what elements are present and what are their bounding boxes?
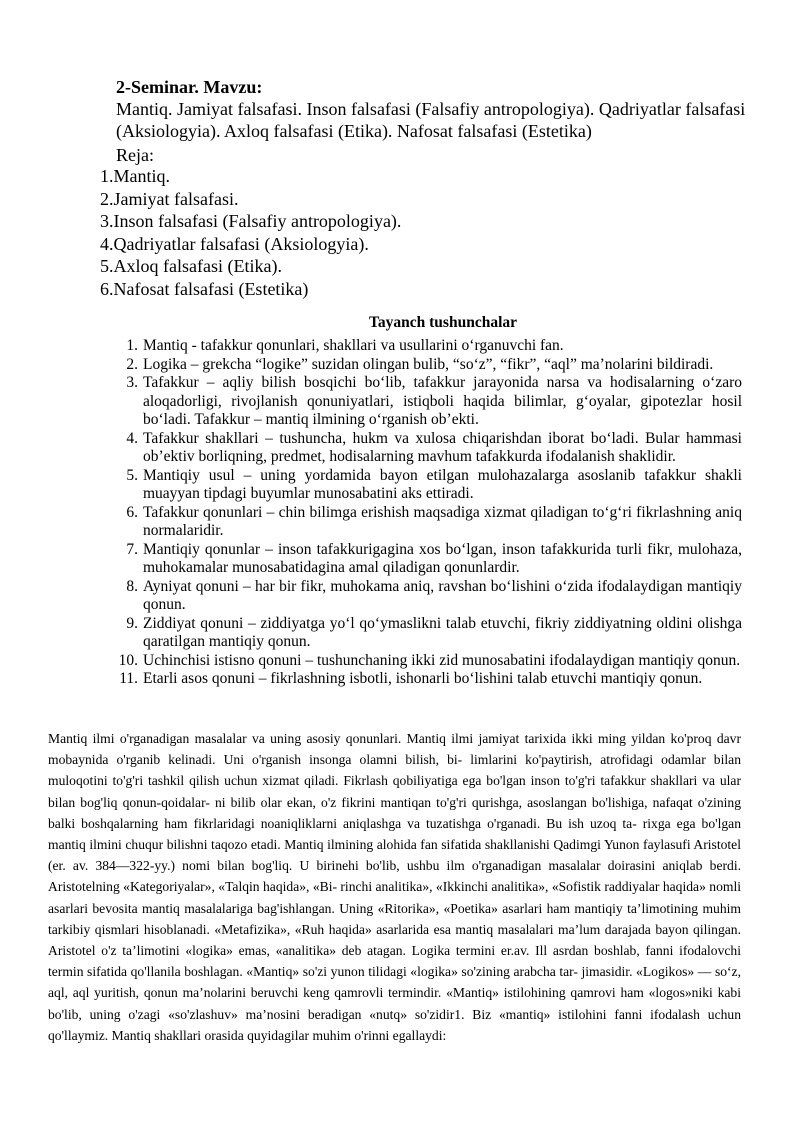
glossary-item-text: Tafakkur qonunlari – chin bilimga erishish maqsadiga xizmat qiladigan to‘g‘ri fikrlashning aniq normalaridir.	[143, 503, 742, 539]
plan-item-text: Axloq falsafasi (Etika).	[113, 256, 282, 277]
glossary-item	[114, 541, 742, 578]
glossary-item	[114, 652, 742, 671]
plan-item-text: Inson falsafasi (Falsafiy antropologiya).	[113, 211, 402, 232]
plan-label: Reja:	[116, 145, 154, 165]
plan-item-text: Qadriyatlar falsafasi (Aksiologyia).	[113, 233, 369, 254]
glossary-item	[114, 467, 742, 504]
glossary-item-number: 11.	[119, 670, 138, 687]
glossary-item-text: Mantiqiy qonunlar – inson tafakkurigagina xos bo‘lgan, inson tafakkurida turli fikr, mulohaza, muhokamalar munosabatidagina amal qiladigan qonunlardir.	[143, 540, 742, 576]
glossary-item-text: Uchinchisi istisno qonuni – tushunchaning ikki zid munosabatini ifodalaydigan mantiqiy qonun.	[143, 651, 741, 669]
glossary-item-number: 9.	[126, 614, 138, 632]
plan-item	[100, 165, 401, 188]
plan-item-text: Jamiyat falsafasi.	[113, 188, 239, 209]
glossary-item-number: 5.	[126, 466, 138, 484]
plan-item-number: 5.	[100, 256, 114, 277]
glossary-item-text: Tafakkur shakllari – tushuncha, hukm va xulosa chiqarishdan iborat bo‘ladi. Bular hammasi ob’ektiv borliqning, predmet, hodisalarning mavhum tafakkurda ifodalanish shaklidir.	[143, 429, 742, 465]
glossary-item-text: Mantiq - tafakkur qonunlari, shakllari va usullarini o‘rganuvchi fan.	[143, 337, 564, 354]
glossary-item-number: 1.	[126, 337, 138, 354]
glossary-item	[114, 615, 742, 652]
plan-item-number: 6.	[100, 278, 114, 299]
body-paragraph: Mantiq ilmi o'rganadigan masalalar va uning asosiy qonunlari. Mantiq ilmi jamiyat tarixida ikki ming yildan ko'proq davr mobaynida o'rganib kelinadi. Uni o'rganish insonga olamni bilish, bi- limlarini ko'paytirish, atrofidagi odamlar bilan muloqotini to'g'ri tashkil qilish uchun xizmat qiladi. Fikrlash qobiliyatiga ega bo'lgan inson to'g'ri tafakkur shakllari va ular bilan bog'liq qonun-qoidalar- ni bilib olar ekan, o'z fikrini mantiqan to'g'ri qurishga, asoslangan bo'lishiga, nafaqat o'zining balki boshqalarning ham fikrlaridagi noaniqliklarni aniqlashga va tuzatishga o'rganadi. Bu ish uzoq ta- rixga ega bo'lgan mantiq ilmini chuqur bilishni taqozo etadi. Mantiq ilmining alohida fan sifatida shakllanishi Qadimgi Yunon faylasufi Aristotel (er. av. 384—322-yy.) nomi bilan bog'liq. U birinehi bo'lib, ushbu ilm o'rganadigan masalalar doirasini aniqlab berdi. Aristotelning «Kategoriyalar», «Talqin haqida», «Bi- rinchi analitika», «Ikkinchi analitika», «Sofistik raddiyalar haqida» nomli asarlari bevosita mantiq masalalariga bag'ishlangan. Uning «Ritorika», «Poetika» asarlari ham mantiqiy ta’limotining muhim tarkibiy qismlari hisoblanadi. «Metafizika», «Ruh haqida» asarlarida esa mantiq masalalari ma’lum darajada bayon qilingan. Aristotel o'z ta’limotini «logika» emas, «analitika» deb atagan. Logika termini er.av. Ill asrdan boshlab, fanni ifodalovchi termin sifatida qo'llanila boshlagan. «Mantiq» so'zi yunon tilidagi «logika» so'zining arabcha tar- jimasidir. «Logikos» — so‘z, aql, aql yuritish, qonun ma’nolarini beruvchi keng qamrovli termindir. «Mantiq» istilohining qamrovi ham «logos»niki kabi bo'lib, uning o'zagi «so'zlashuv» ma’nosini beradigan «nutq» so'zidir1. Biz «mantiq» istilohini fanni ifodalash uchun qo'llaymiz. Mantiq shakllari orasida quyidagilar muhim o'rinni egallaydi:	[48, 731, 741, 1043]
glossary-item-text: Tafakkur – aqliy bilish bosqichi bo‘lib, tafakkur jarayonida narsa va hodisalarning o‘zaro aloqadorligi, rivojlanish qonuniyatlari, istiqboli haqida bilimlar, g‘oyalar, gipotezlar hosil bo‘ladi. Tafakkur – mantiq ilmining o‘rganish ob’ekti.	[143, 374, 742, 428]
glossary-heading: Tayanch tushunchalar	[368, 314, 518, 331]
glossary-item-text: Mantiqiy usul – uning yordamida bayon etilgan mulohazalarga asoslanib tafakkur shakli muayyan tipdagi buyumlar munosabatini aks ettiradi.	[143, 466, 742, 502]
plan-item-number: 3.	[100, 211, 114, 232]
glossary-list	[114, 337, 742, 689]
glossary-item-number: 4.	[126, 429, 138, 447]
glossary-item-number: 10.	[118, 651, 138, 669]
plan-item	[100, 278, 401, 301]
plan-item	[100, 255, 401, 278]
glossary-item-text: Etarli asos qonuni – fikrlashning isbotli, ishonarli bo‘lishini talab etuvchi mantiqiy qonun.	[143, 670, 703, 687]
plan-item-text: Nafosat falsafasi (Estetika)	[113, 278, 309, 299]
glossary-item-text: Ayniyat qonuni – har bir fikr, muhokama aniq, ravshan bo‘lishini o‘zida ifodalaydigan mantiqiy qonun.	[143, 577, 742, 613]
plan-item-text: Mantiq.	[113, 166, 170, 186]
plan-item-number: 4.	[100, 233, 114, 254]
glossary-item	[114, 504, 742, 541]
glossary-item-number: 3.	[126, 374, 138, 391]
glossary-item	[114, 337, 742, 356]
glossary-item-number: 8.	[126, 577, 138, 595]
glossary-item	[114, 670, 742, 689]
glossary-item	[114, 374, 742, 430]
glossary-item-text: Logika – grekcha “logike” suzidan olingan bulib, “so‘z”, “fikr”, “aql” ma’nolarini bildiradi.	[143, 355, 714, 373]
plan-item	[100, 210, 401, 233]
glossary-item	[114, 430, 742, 467]
seminar-topic: Mantiq. Jamiyat falsafasi. Inson falsafasi (Falsafiy antropologiya). Qadriyatlar falsafasi (Aksiologyia). Axloq falsafasi (Etika). Nafosat falsafasi (Estetika)	[116, 99, 746, 141]
glossary-item-number: 6.	[126, 503, 138, 521]
seminar-title: 2-Seminar. Mavzu:	[116, 77, 263, 97]
glossary-item-text: Ziddiyat qonuni – ziddiyatga yo‘l qo‘ymaslikni talab etuvchi, fikriy ziddiyatning oldini olishga qaratilgan mantiqiy qonun.	[143, 614, 742, 650]
plan-item	[100, 188, 401, 211]
plan-item	[100, 233, 401, 256]
plan-item-number: 1.	[100, 166, 114, 186]
glossary-item	[114, 356, 742, 375]
glossary-item-number: 2.	[126, 355, 138, 373]
plan-item-number: 2.	[100, 188, 114, 209]
glossary-item	[114, 578, 742, 615]
glossary-item-number: 7.	[126, 540, 138, 558]
plan-list	[100, 165, 401, 301]
